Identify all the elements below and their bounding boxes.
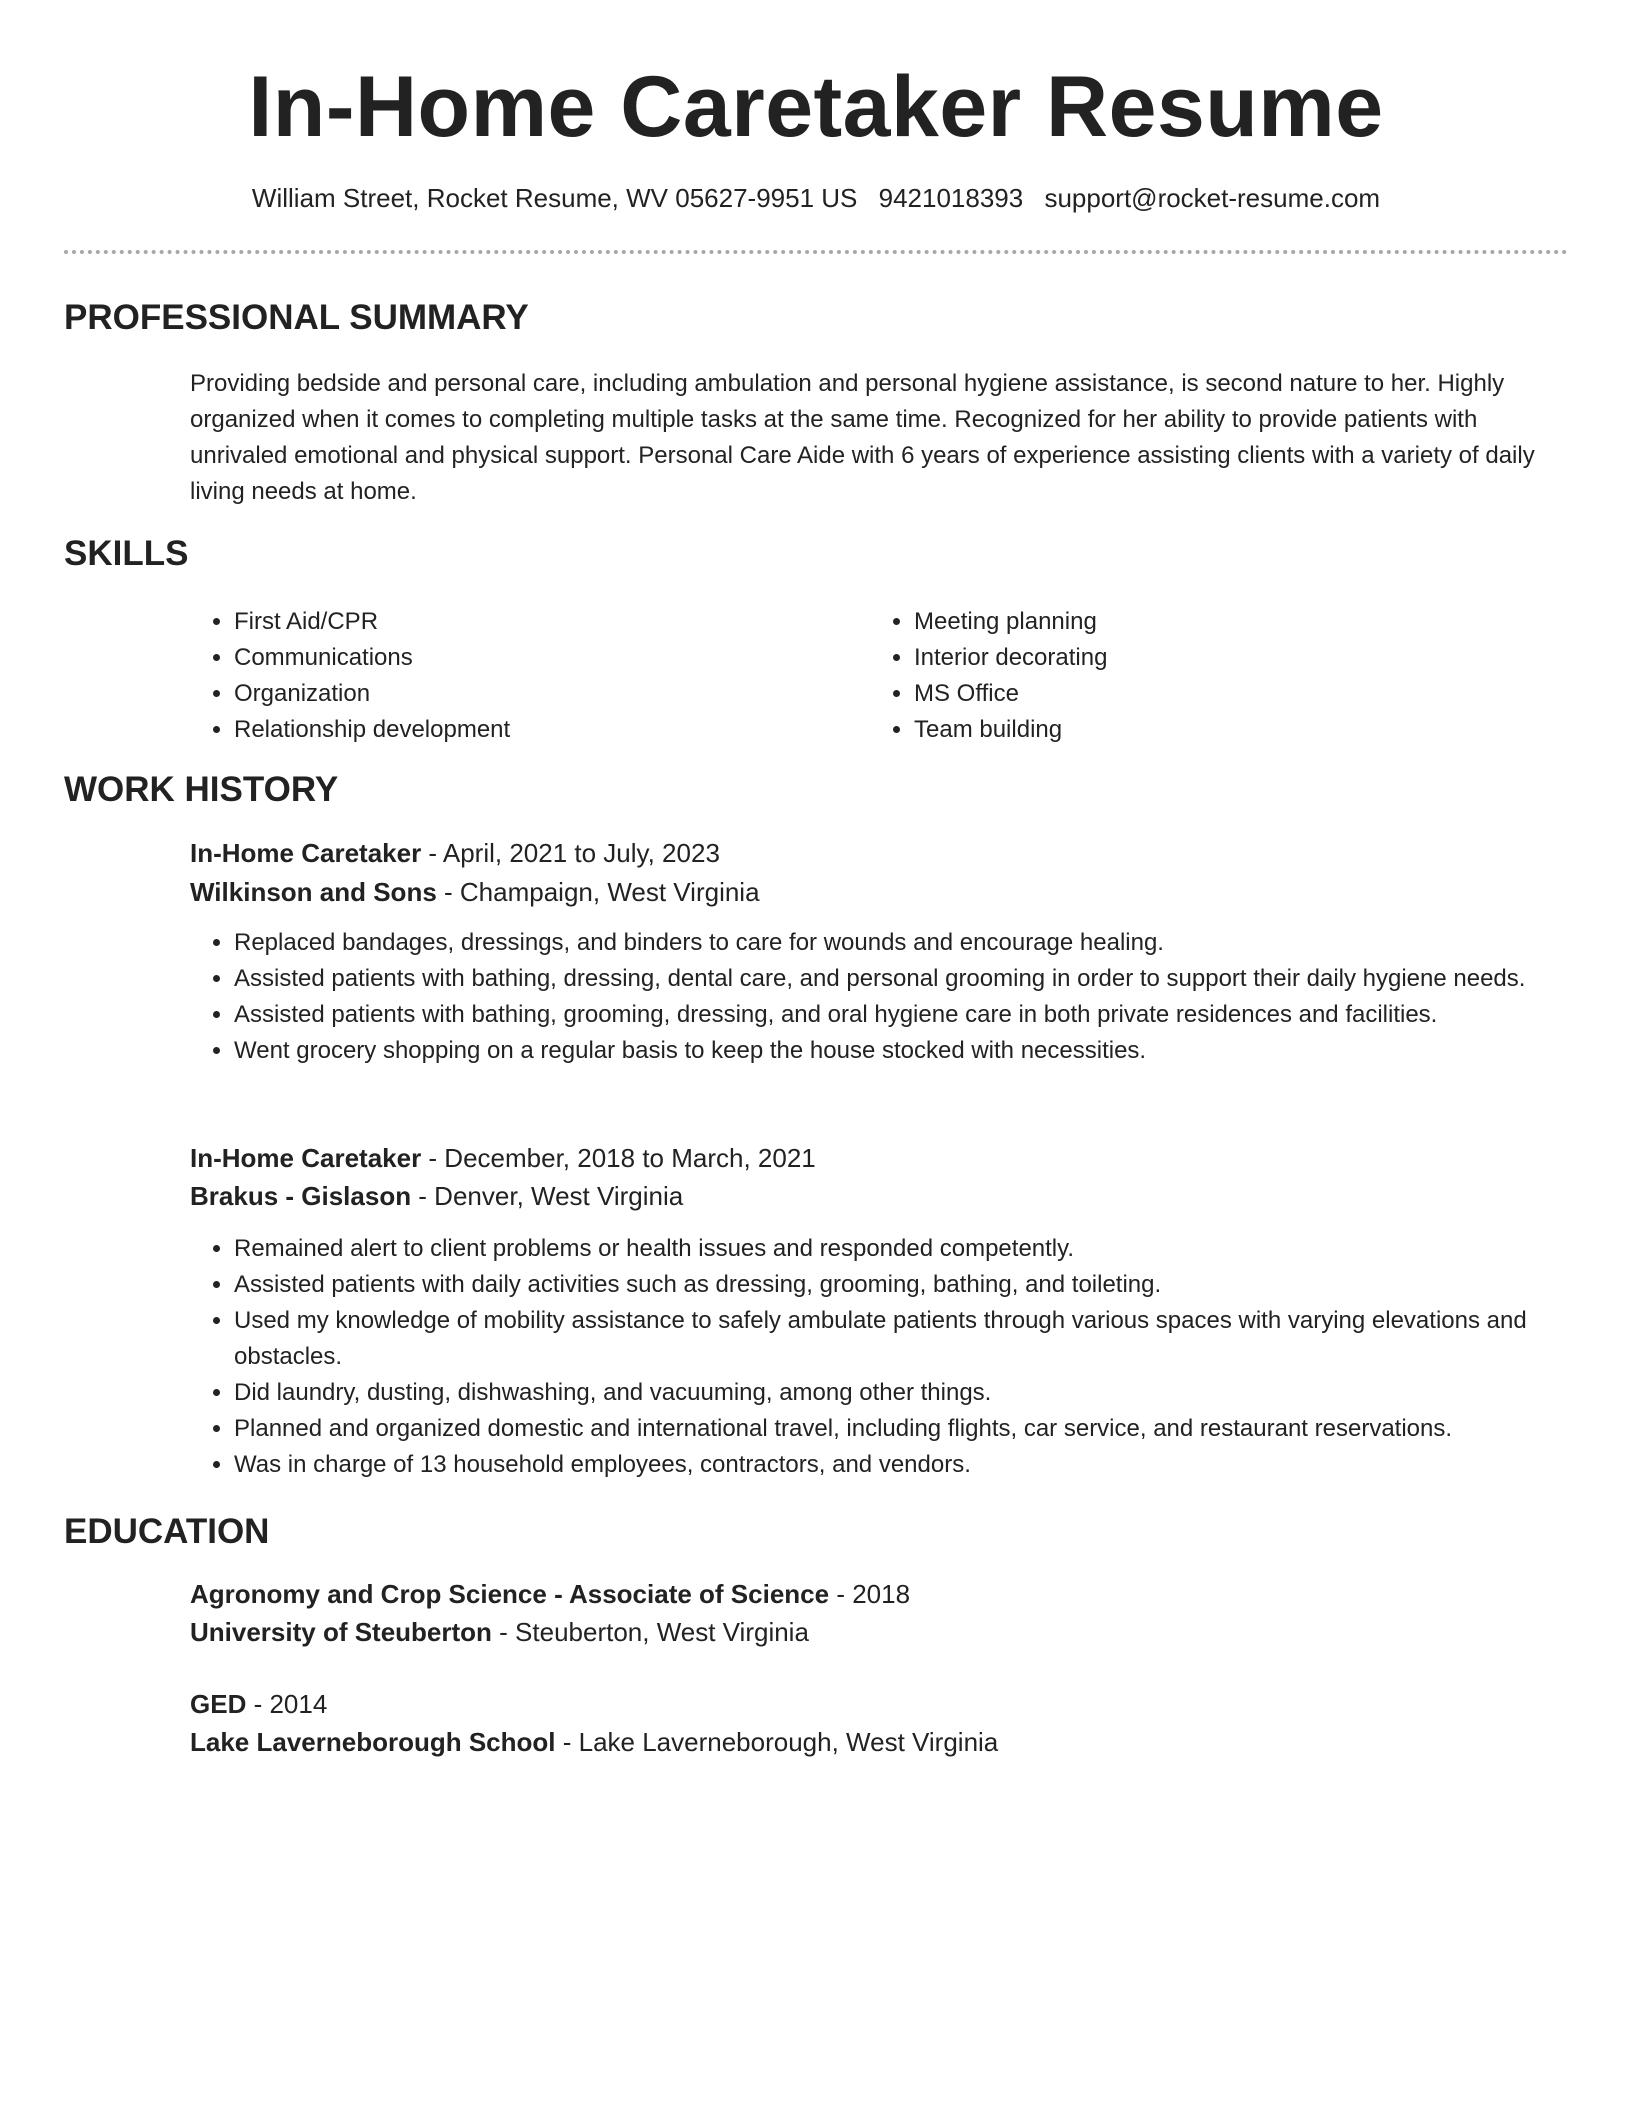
job-location: - Denver, West Virginia (411, 1181, 684, 1211)
skills-list-left (190, 604, 830, 748)
education-year: - 2018 (829, 1579, 911, 1609)
duty-item: • Planned and organized domestic and international travel, including flights, car service, and restaurant reservations. (234, 1411, 1550, 1447)
duty-list (190, 1231, 1550, 1483)
duty-item: • Was in charge of 13 household employees, contractors, and vendors. (234, 1447, 1550, 1483)
duty-item: • Did laundry, dusting, dishwashing, and vacuuming, among other things. (234, 1375, 1550, 1411)
work-history-heading: WORK HISTORY (64, 770, 339, 809)
duty-item: • Went grocery shopping on a regular basis to keep the house stocked with necessities. (234, 1033, 1550, 1069)
education-school-line (190, 1613, 1568, 1651)
education-school-line (190, 1723, 1568, 1761)
skills-heading: SKILLS (64, 534, 189, 573)
phone-text: 9421018393 (878, 183, 1024, 213)
duty-item: • Remained alert to client problems or health issues and responded competently. (234, 1231, 1550, 1267)
skill-item: • First Aid/CPR (234, 604, 830, 640)
resume-title: In-Home Caretaker Resume (248, 59, 1384, 155)
job-employer-line (190, 873, 1568, 911)
skill-item: • Meeting planning (914, 604, 1510, 640)
header-divider (64, 250, 1568, 254)
duty-item: • Assisted patients with bathing, dressing, dental care, and personal grooming in order to support their daily hygiene needs. (234, 961, 1550, 997)
job-employer: Wilkinson and Sons (190, 877, 437, 907)
summary-text: Providing bedside and personal care, including ambulation and personal hygiene assistance, is second nature to her. Highly organized when it comes to completing multiple tasks at the same time. Recognized for her ability to provide patients with unrivaled emotional and physical support. Personal Care Aide with 6 years of experience assisting clients with a variety of daily living needs at home. (190, 370, 1535, 505)
education-degree: Agronomy and Crop Science - Associate of Science (190, 1579, 830, 1609)
summary-heading: PROFESSIONAL SUMMARY (64, 298, 529, 337)
job-employer: Brakus - Gislason (190, 1181, 412, 1211)
job-duties (190, 925, 1550, 1069)
skill-item: • Team building (914, 712, 1510, 748)
education-school: University of Steuberton (190, 1617, 492, 1647)
duty-list (190, 925, 1550, 1069)
education-school: Lake Laverneborough School (190, 1727, 556, 1757)
duty-item: • Assisted patients with bathing, grooming, dressing, and oral hygiene care in both private residences and facilities. (234, 997, 1550, 1033)
job-title-line (190, 834, 1568, 872)
job-duties (190, 1231, 1550, 1483)
job-dates: - December, 2018 to March, 2021 (421, 1143, 816, 1173)
skill-item: • Relationship development (234, 712, 830, 748)
skill-item: • MS Office (914, 676, 1510, 712)
skills-list-right (870, 604, 1510, 748)
education-location: - Lake Laverneborough, West Virginia (555, 1727, 999, 1757)
skills-column-left (190, 604, 830, 748)
job-location: - Champaign, West Virginia (436, 877, 760, 907)
duty-item: • Replaced bandages, dressings, and binders to care for wounds and encourage healing. (234, 925, 1550, 961)
skill-item: • Interior decorating (914, 640, 1510, 676)
job-title: In-Home Caretaker (190, 1143, 422, 1173)
skill-item: • Communications (234, 640, 830, 676)
contact-line (0, 180, 1632, 216)
education-location: - Steuberton, West Virginia (491, 1617, 809, 1647)
job-employer-line (190, 1177, 1568, 1215)
education-degree: GED (190, 1689, 247, 1719)
education-heading: EDUCATION (64, 1512, 270, 1551)
skill-item: • Organization (234, 676, 830, 712)
job-dates: - April, 2021 to July, 2023 (421, 838, 720, 868)
job-title-line (190, 1139, 1568, 1177)
email-text: support@rocket-resume.com (1044, 183, 1381, 213)
duty-item: • Used my knowledge of mobility assistance to safely ambulate patients through various spaces with varying elevations and obstacles. (234, 1303, 1550, 1375)
job-title: In-Home Caretaker (190, 838, 422, 868)
education-degree-line (190, 1685, 1568, 1723)
education-year: - 2014 (246, 1689, 328, 1719)
address-text: William Street, Rocket Resume, WV 05627-9951 US (251, 183, 858, 213)
skills-column-right (870, 604, 1510, 748)
duty-item: • Assisted patients with daily activities such as dressing, grooming, bathing, and toileting. (234, 1267, 1550, 1303)
education-degree-line (190, 1575, 1568, 1613)
